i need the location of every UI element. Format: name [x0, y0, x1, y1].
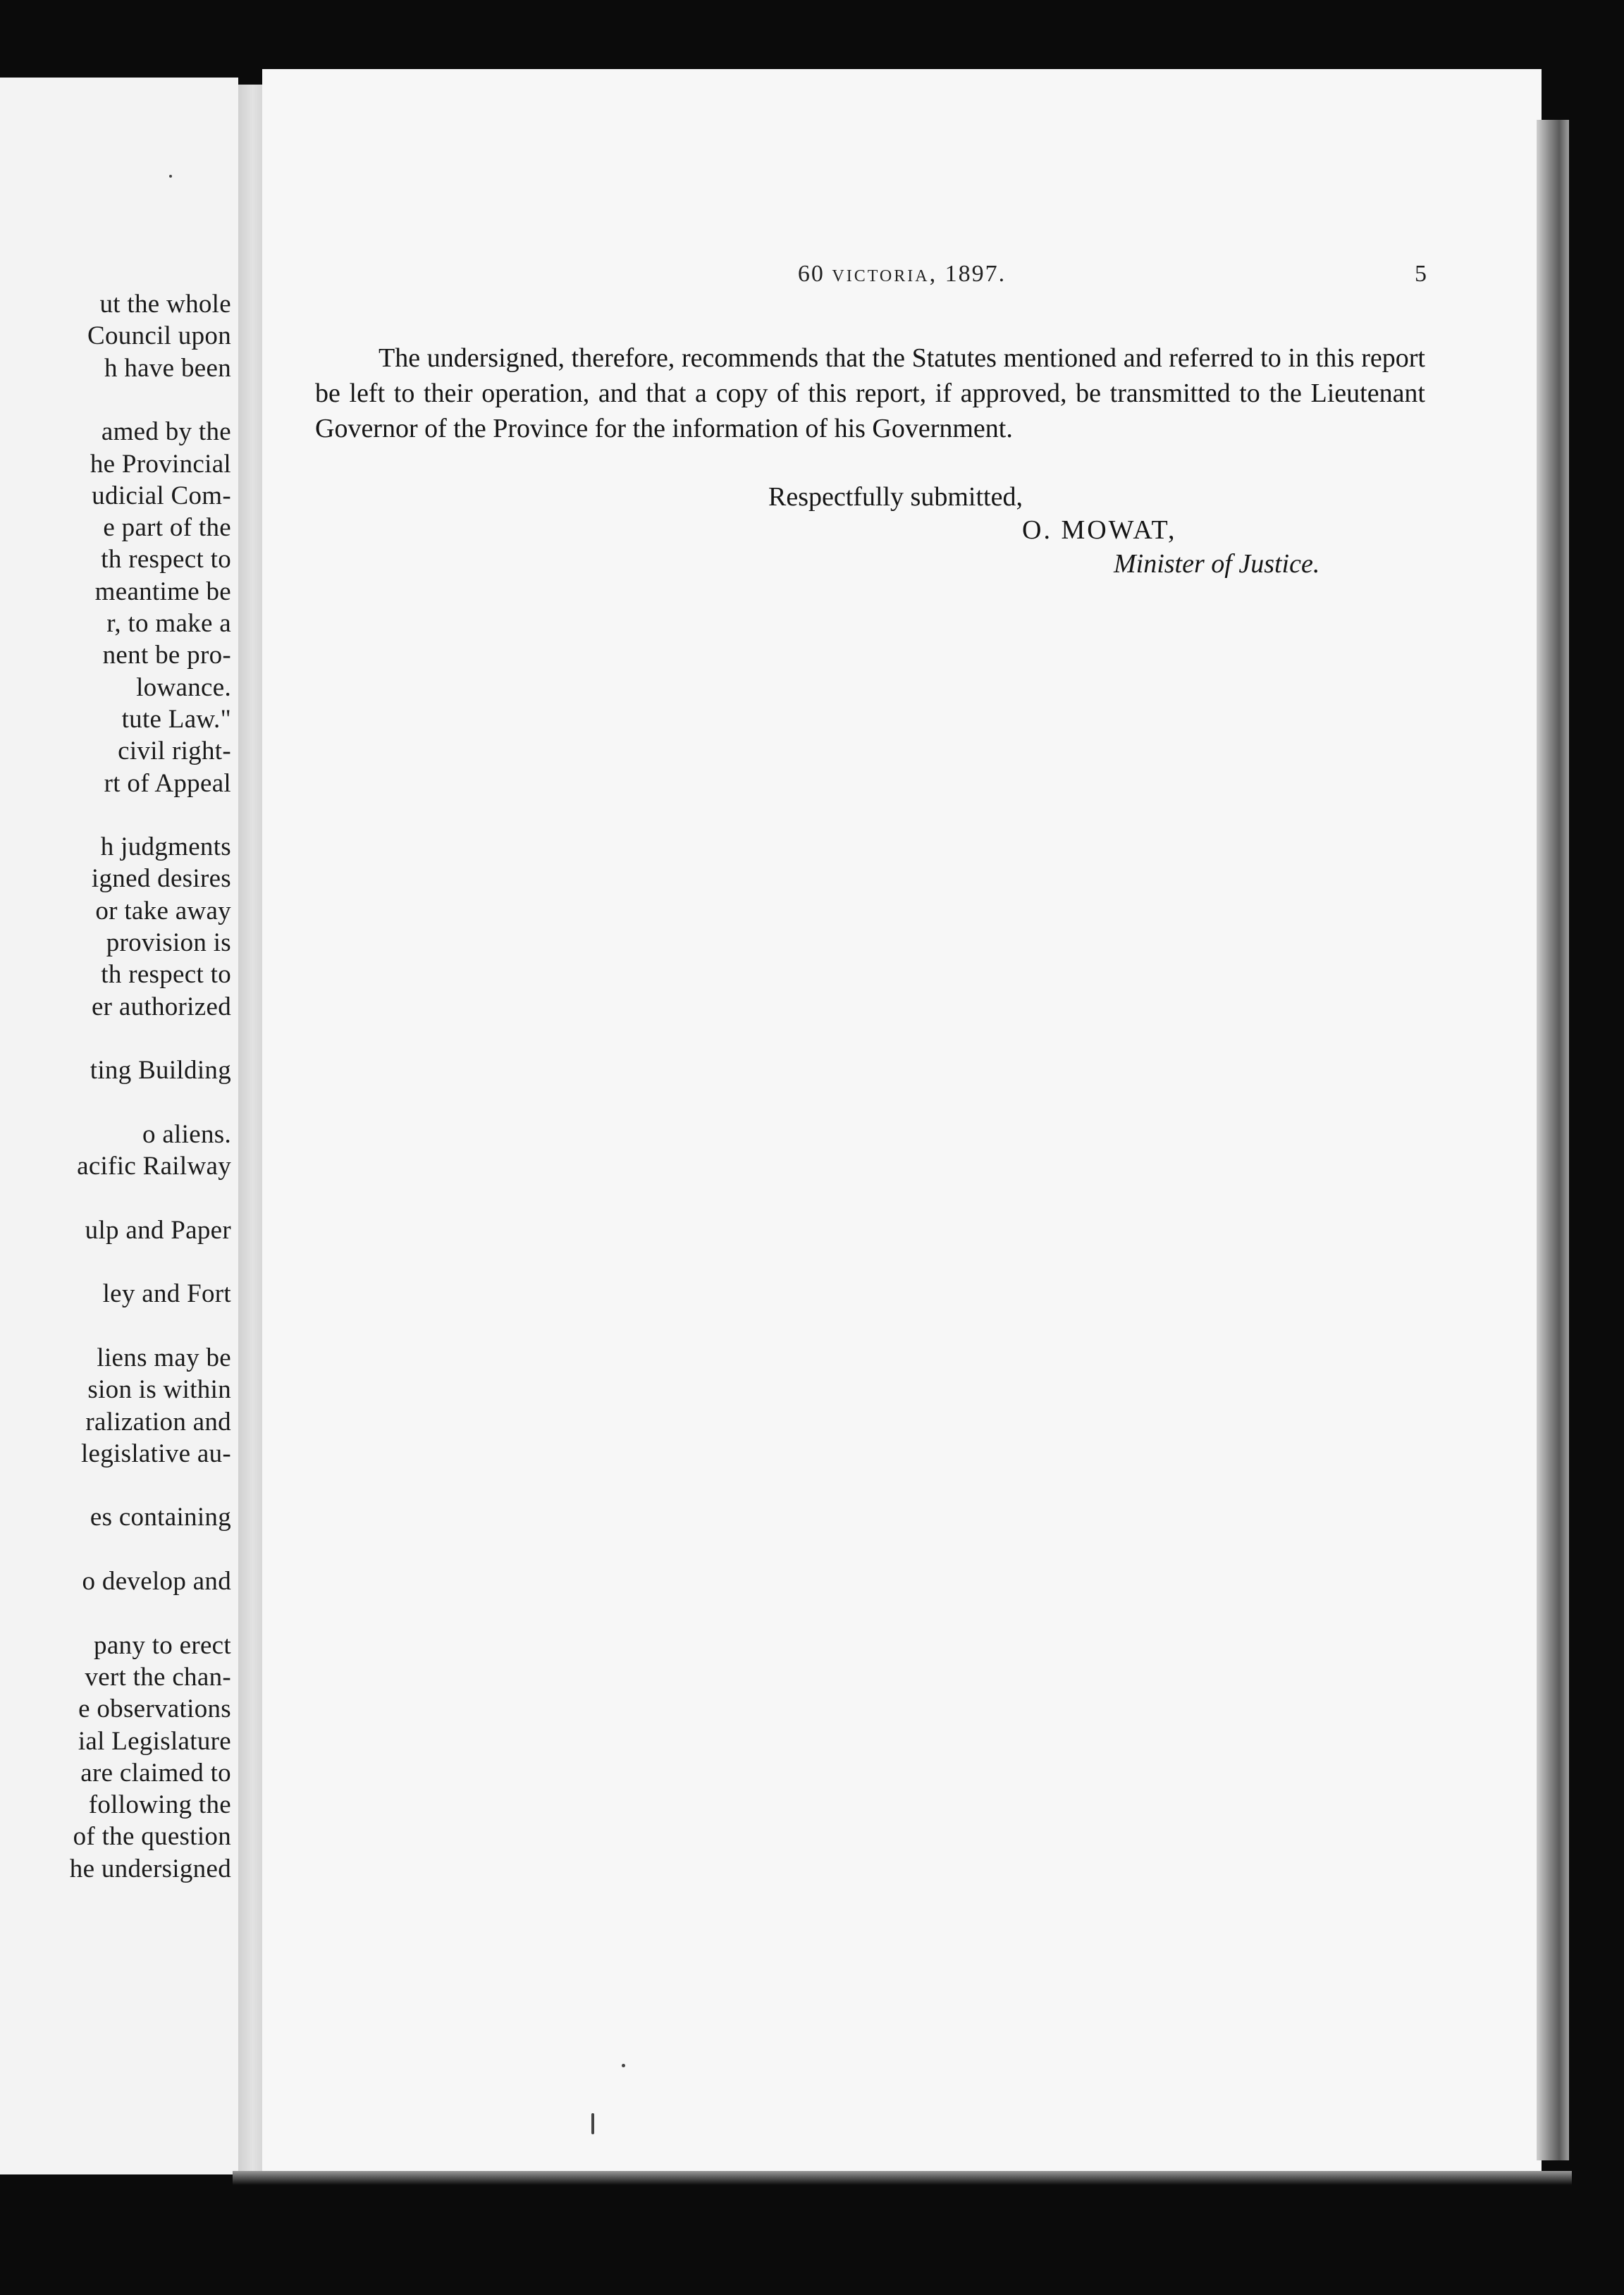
left-page-line: nent be pro- — [102, 641, 231, 670]
left-page-line: e part of the — [103, 513, 231, 543]
running-head — [262, 261, 1542, 288]
left-page-line: provision is — [106, 928, 231, 957]
left-page-line: meantime be — [94, 577, 231, 606]
left-page-line: tute Law." — [121, 704, 231, 734]
left-page-line: sion is within — [87, 1375, 231, 1405]
left-page-line: ut the whole — [99, 290, 231, 319]
left-page-line: lowance. — [136, 672, 231, 702]
left-facing-page — [0, 78, 238, 2174]
bottom-shadow — [233, 2171, 1572, 2185]
left-page-line: rt of Appeal — [104, 768, 231, 798]
left-page-line: are claimed to — [80, 1758, 231, 1788]
left-page-line: liens may be — [97, 1343, 231, 1372]
running-head-year: 1897. — [945, 261, 1007, 287]
closing-line: Respectfully submitted, — [768, 482, 1023, 512]
page-edge — [1537, 120, 1569, 2160]
body-text — [315, 340, 1425, 446]
left-page-line: udicial Com- — [92, 481, 231, 510]
left-page-line: th respect to — [101, 960, 231, 990]
left-page-line: civil right- — [118, 737, 231, 766]
left-page-line: of the question — [73, 1822, 231, 1852]
left-page-line: vert the chan- — [85, 1662, 231, 1692]
left-page-line: ulp and Paper — [85, 1215, 231, 1245]
body-paragraph: The undersigned, therefore, recommends that the Statutes mentioned and referred to in this report be left to their operation, and that a copy of this report, if approved, be transmitted to the Lieutenant Governor of the Province for the information of his Government. — [315, 343, 1425, 443]
left-page-line: th respect to — [101, 545, 231, 574]
left-page-line: acific Railway — [77, 1152, 231, 1181]
left-page-line: or take away — [95, 896, 231, 925]
signer-title: Minister of Justice. — [1114, 549, 1320, 579]
signer-name: O. MOWAT, — [1022, 515, 1177, 545]
left-page-line: e observations — [78, 1694, 231, 1724]
left-page-line: igned desires — [91, 864, 231, 894]
paper-speck — [169, 175, 172, 178]
left-page-line: r, to make a — [106, 609, 231, 638]
left-page-line: pany to erect — [94, 1630, 231, 1660]
left-page-line: amed by the — [101, 417, 231, 447]
left-page-line: ting Building — [90, 1056, 231, 1085]
left-page-line: he Provincial — [90, 449, 231, 479]
left-page-line: h have been — [104, 353, 231, 383]
paper-speck — [591, 2113, 594, 2134]
left-page-line: h judgments — [100, 832, 231, 862]
main-page — [262, 69, 1542, 2177]
page-number: 5 — [1415, 261, 1427, 287]
left-page-line: o develop and — [82, 1567, 231, 1596]
left-page-line: following the — [88, 1790, 231, 1820]
running-head-number: 60 — [797, 261, 825, 287]
left-page-line: er authorized — [91, 992, 231, 1021]
running-head-title: victoria, — [832, 261, 938, 287]
left-page-line: ley and Fort — [102, 1279, 231, 1309]
left-page-line: es containing — [90, 1503, 231, 1532]
left-page-line: legislative au- — [80, 1439, 231, 1468]
paper-speck — [622, 2064, 625, 2067]
left-page-line: o aliens. — [142, 1119, 231, 1149]
left-page-line: ralization and — [85, 1407, 231, 1436]
left-page-line: ial Legislature — [78, 1726, 231, 1756]
left-page-line: Council upon — [87, 321, 231, 351]
left-page-line: he undersigned — [69, 1854, 231, 1883]
